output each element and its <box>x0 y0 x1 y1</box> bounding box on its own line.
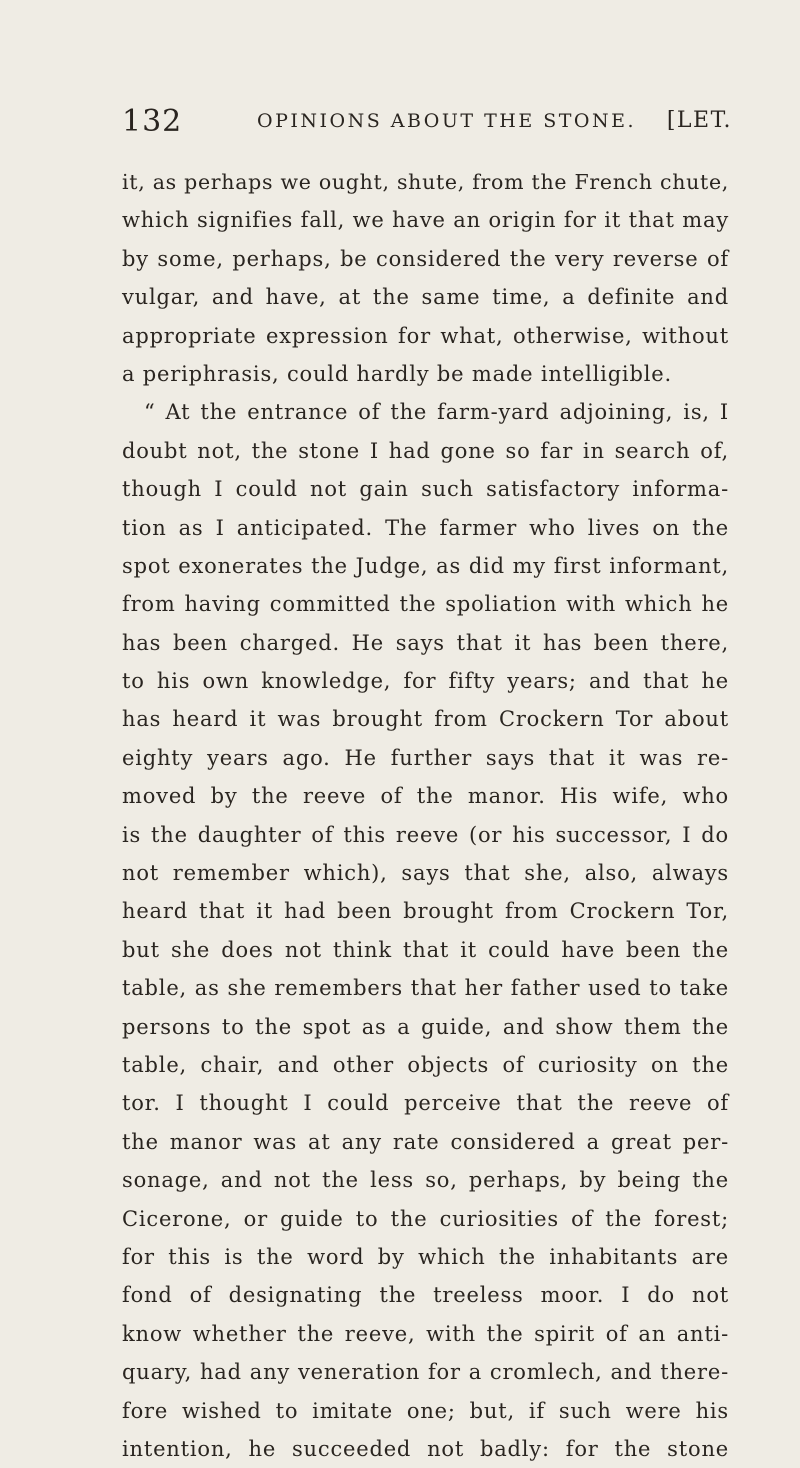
text-line: Cicerone, or guide to the curiosities of the forest; <box>122 1206 729 1231</box>
text-line: by some, perhaps, be considered the very reverse of <box>122 246 729 271</box>
page-header <box>122 104 732 148</box>
text-line: eighty years ago. He further says that it was re- <box>122 745 729 770</box>
text-line: has been charged. He says that it has been there, <box>122 630 729 655</box>
text-line: tor. I thought I could perceive that the reeve of <box>122 1091 729 1116</box>
text-line: doubt not, the stone I had gone so far in search of, <box>122 438 729 463</box>
text-line: moved by the reeve of the manor. His wife, who <box>122 784 729 809</box>
text-line: heard that it had been brought from Crockern Tor, <box>122 899 729 924</box>
text-line: quary, had any veneration for a cromlech, and there- <box>122 1360 729 1385</box>
text-line: though I could not gain such satisfactory informa- <box>122 477 729 502</box>
text-line: table, as she remembers that her father used to take <box>122 976 729 1001</box>
text-line: fond of designating the treeless moor. I do not <box>122 1283 729 1308</box>
text-line: table, chair, and other objects of curiosity on the <box>122 1052 729 1077</box>
text-line: but she does not think that it could have been the <box>122 937 729 962</box>
text-line: the manor was at any rate considered a great per- <box>122 1129 729 1154</box>
text-line: for this is the word by which the inhabitants are <box>122 1244 729 1269</box>
text-line: persons to the spot as a guide, and show them the <box>122 1014 729 1039</box>
text-line: appropriate expression for what, otherwise, without <box>122 323 729 348</box>
text-line: from having committed the spoliation with which he <box>122 592 729 617</box>
text-line: it, as perhaps we ought, shute, from the French chute, <box>122 170 729 194</box>
text-line: not remember which), says that she, also, always <box>122 861 729 886</box>
text-line: to his own knowledge, for fifty years; and that he <box>122 669 729 694</box>
text-line: sonage, and not the less so, perhaps, by being the <box>122 1168 729 1193</box>
page-number: 132 <box>122 104 183 139</box>
text-line: vulgar, and have, at the same time, a definite and <box>122 285 729 310</box>
section-tag: [LET. <box>666 108 732 133</box>
body-text <box>122 163 729 1468</box>
text-line: spot exonerates the Judge, as did my first informant, <box>122 553 729 578</box>
text-line: tion as I anticipated. The farmer who lives on the <box>122 515 729 540</box>
text-line: which signifies fall, we have an origin for it that may <box>122 208 729 233</box>
text-line: is the daughter of this reeve (or his successor, I do <box>122 822 729 847</box>
text-line: know whether the reeve, with the spirit of an anti- <box>122 1321 729 1346</box>
text-line: “ At the entrance of the farm-yard adjoining, is, I <box>144 400 729 425</box>
text-line: intention, he succeeded not badly: for the stone <box>122 1436 729 1461</box>
text-line: a periphrasis, could hardly be made intelligible. <box>122 361 672 386</box>
text-line: has heard it was brought from Crockern Tor about <box>122 707 729 732</box>
running-head: OPINIONS ABOUT THE STONE. <box>257 110 637 132</box>
text-line: fore wished to imitate one; but, if such were his <box>122 1398 729 1423</box>
